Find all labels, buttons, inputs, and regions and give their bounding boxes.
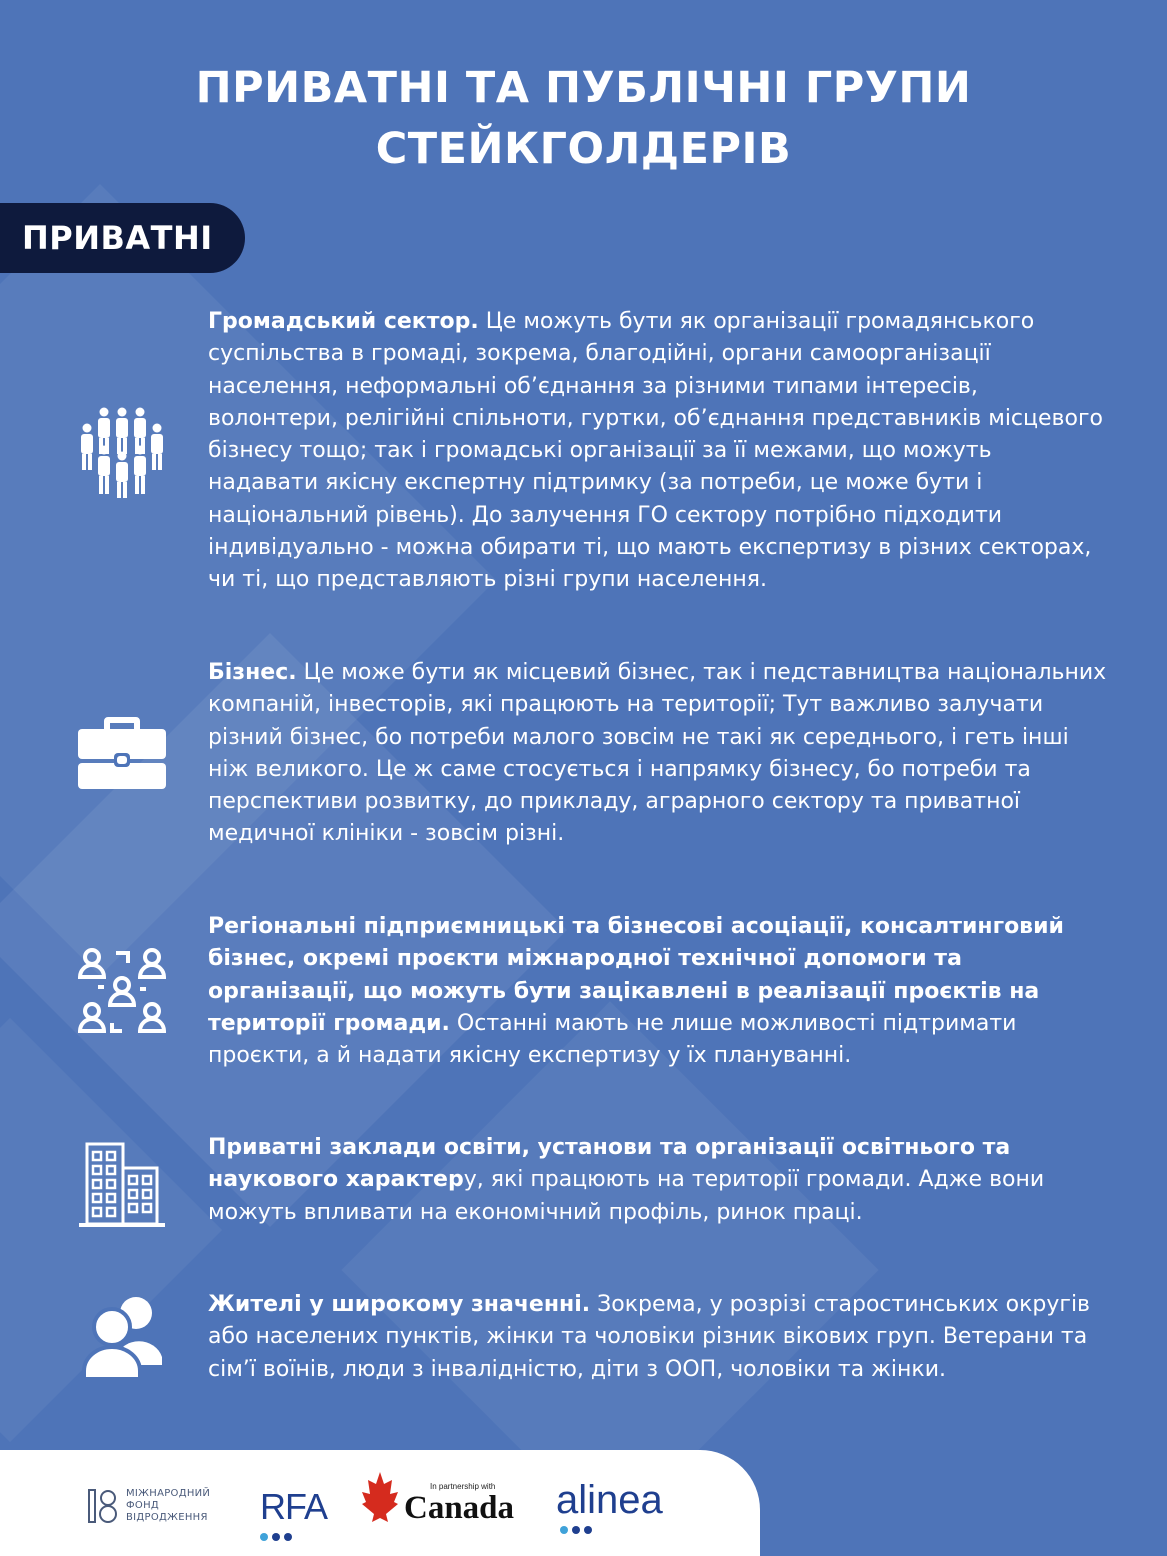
irf-logo-line3: ВІДРОДЖЕННЯ — [126, 1512, 208, 1523]
irf-logo-line1: МІЖНАРОДНИЙ — [126, 1488, 211, 1499]
page-title — [0, 58, 1167, 180]
rfa-logo-text: RFA — [260, 1486, 328, 1527]
item-text — [208, 306, 1108, 597]
building-icon — [70, 1140, 174, 1228]
section-label: ПРИВАТНІ — [0, 203, 245, 273]
people-icon — [70, 1293, 174, 1381]
item-body: Це може бути як місцевий бізнес, так і педставництва національних компаній, інвесторів, які працюють на території; Тут важливо залучати різний бізнес, бо потреби малого зовсім не такі як середнього, і геть інші ніж великого. Це ж саме стосується і напрямку бізнесу, бо потреби та перспективи розвитку, до прикладу, аграрного сектору та приватної медичної клініки - зовсім різні. — [208, 660, 1107, 847]
item-heading: Регіональні підприємницькі та бізнесові асоціації, консалтинговий бізнес, окремі проєкти міжнародної технічної допомоги та організації, що можуть бути зацікавлені в реалізації проєктів на території громади. — [208, 914, 1064, 1036]
item-heading: Громадський сектор. — [208, 309, 479, 334]
crowd-icon — [70, 406, 174, 498]
rfa-logo-dots — [260, 1526, 327, 1545]
item-body: Зокрема, у розрізі старостинських округів або населених пунктів, жінки та чоловіки різник вікових груп. Ветерани та сім’ї воїнів, люди з інвалідністю, діти з ООП, чоловіки та жінки. — [208, 1292, 1091, 1382]
title-line-2: СТЕЙКГОЛДЕРІВ — [375, 124, 792, 174]
item-text — [208, 911, 1108, 1072]
maple-leaf-icon — [360, 1470, 400, 1528]
footer-logos — [0, 1450, 760, 1556]
item-text — [208, 1289, 1108, 1386]
item-heading: Бізнес. — [208, 660, 297, 685]
item-body: у, які працюють на території громади. Адже вони можуть впливати на економічний профіль, ринок праці. — [208, 1167, 1045, 1225]
item-heading: Приватні заклади освіти, установи та організації освітнього та наукового характер — [208, 1135, 1011, 1193]
alinea-logo-text: alinea — [556, 1478, 663, 1522]
item-body: Останні мають не лише можливості підтримати проєкти, а й надати якісну експертизу у їх плануванні. — [208, 1010, 1017, 1069]
alinea-logo — [556, 1478, 663, 1538]
canada-wordmark: Canada — [404, 1490, 515, 1526]
item-body: Це можуть бути як організації громадянського суспільства в громаді, зокрема, благодійні, органи самоорганізації населення, неформальні об’єднання за різними типами інтересів, волонтери, релігійні спільноти, гуртки, об’єднання представників місцевого бізнесу тощо; так і громадські організації за її межами, що можуть надавати якісну експертну підтримку (за потреби, це може бути і національний рівень). До залучення ГО сектору потрібно підходити індивідуально - можна обирати ті, що мають експертизу в різних секторах, чи ті, що представляють різні групи населення. — [208, 309, 1103, 593]
item-text — [208, 657, 1108, 851]
rfa-logo — [260, 1486, 327, 1545]
briefcase-icon — [70, 713, 174, 791]
network-icon — [70, 943, 174, 1037]
item-heading: Жителі у широкому значенні. — [208, 1292, 591, 1317]
irf-logo-line2: ФОНД — [126, 1500, 160, 1511]
irf-logo-mark — [88, 1488, 118, 1524]
item-text — [208, 1132, 1108, 1229]
canada-partnership-text: In partnership with — [430, 1482, 496, 1491]
title-line-1: ПРИВАТНІ ТА ПУБЛІЧНІ ГРУПИ — [195, 63, 972, 113]
